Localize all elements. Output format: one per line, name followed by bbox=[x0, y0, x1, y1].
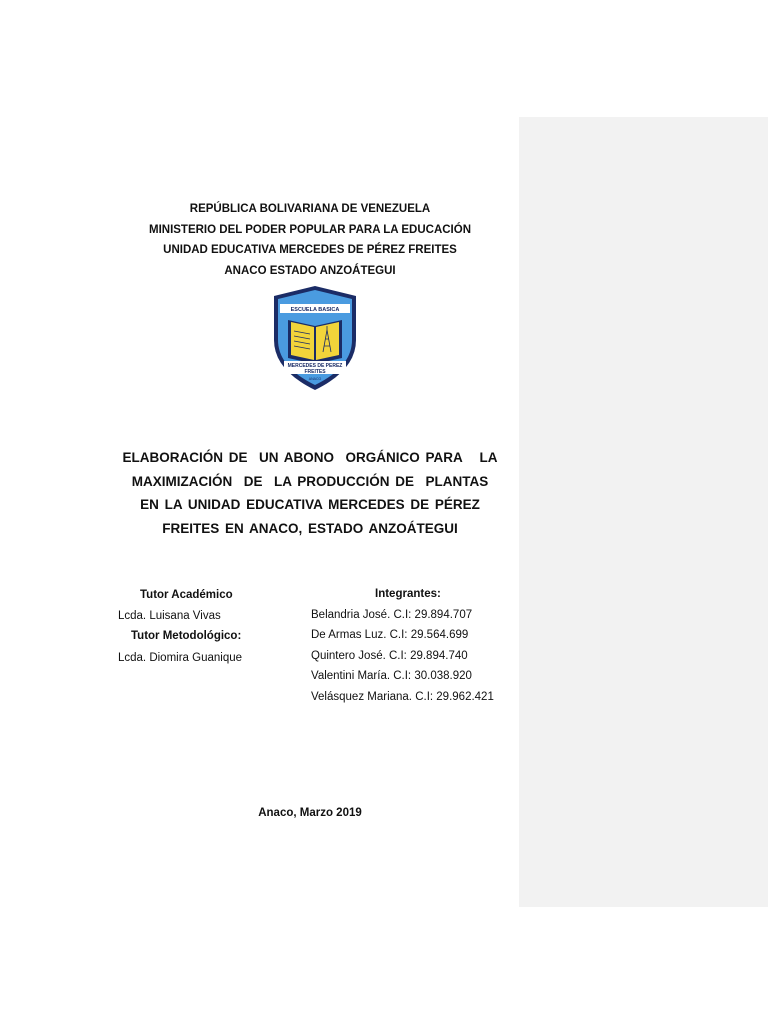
title-line-3: EN LA UNIDAD EDUCATIVA MERCEDES DE PÉREZ bbox=[140, 497, 480, 512]
institution-header bbox=[100, 199, 520, 281]
place-date: Anaco, Marzo 2019 bbox=[258, 807, 362, 819]
crest-top-text: ESCUELA BASICA bbox=[290, 307, 340, 313]
member-item: Valentini María. C.I: 30.038.920 bbox=[311, 670, 472, 682]
comment-pane bbox=[519, 117, 768, 907]
member-item: Velásquez Mariana. C.I: 29.962.421 bbox=[311, 691, 494, 703]
methodological-tutor-label: Tutor Metodológico: bbox=[131, 630, 242, 642]
title-line-4: FREITES EN ANACO, ESTADO ANZOÁTEGUI bbox=[162, 520, 458, 536]
members-label: Integrantes: bbox=[375, 588, 441, 600]
school-crest-logo bbox=[270, 284, 360, 392]
header-line-location: ANACO ESTADO ANZOÁTEGUI bbox=[224, 264, 396, 277]
crest-bottom-text-2: FREITES bbox=[304, 369, 326, 375]
title-line-2: MAXIMIZACIÓN DE LA PRODUCCIÓN DE PLANTAS bbox=[131, 473, 489, 489]
academic-tutor-name: Lcda. Luisana Vivas bbox=[118, 610, 221, 622]
academic-tutor-label: Tutor Académico bbox=[140, 589, 233, 601]
crest-city-text: ANACO bbox=[308, 377, 322, 381]
crest-bottom-text-1: MERCEDES DE PEREZ bbox=[287, 363, 343, 369]
member-item: De Armas Luz. C.I: 29.564.699 bbox=[311, 629, 469, 641]
header-line-ministry: MINISTERIO DEL PODER POPULAR PARA LA EDUCACIÓN bbox=[148, 223, 472, 236]
header-line-school: UNIDAD EDUCATIVA MERCEDES DE PÉREZ FREITES bbox=[163, 244, 457, 256]
methodological-tutor-name: Lcda. Diomira Guanique bbox=[118, 652, 243, 664]
header-line-country: REPÚBLICA BOLIVARIANA DE VENEZUELA bbox=[189, 203, 431, 215]
member-item: Quintero José. C.I: 29.894.740 bbox=[311, 650, 468, 662]
title-line-1: ELABORACIÓN DE UN ABONO ORGÁNICO PARA LA bbox=[122, 450, 498, 465]
member-item: Belandria José. C.I: 29.894.707 bbox=[311, 609, 473, 621]
document-title bbox=[100, 446, 520, 540]
